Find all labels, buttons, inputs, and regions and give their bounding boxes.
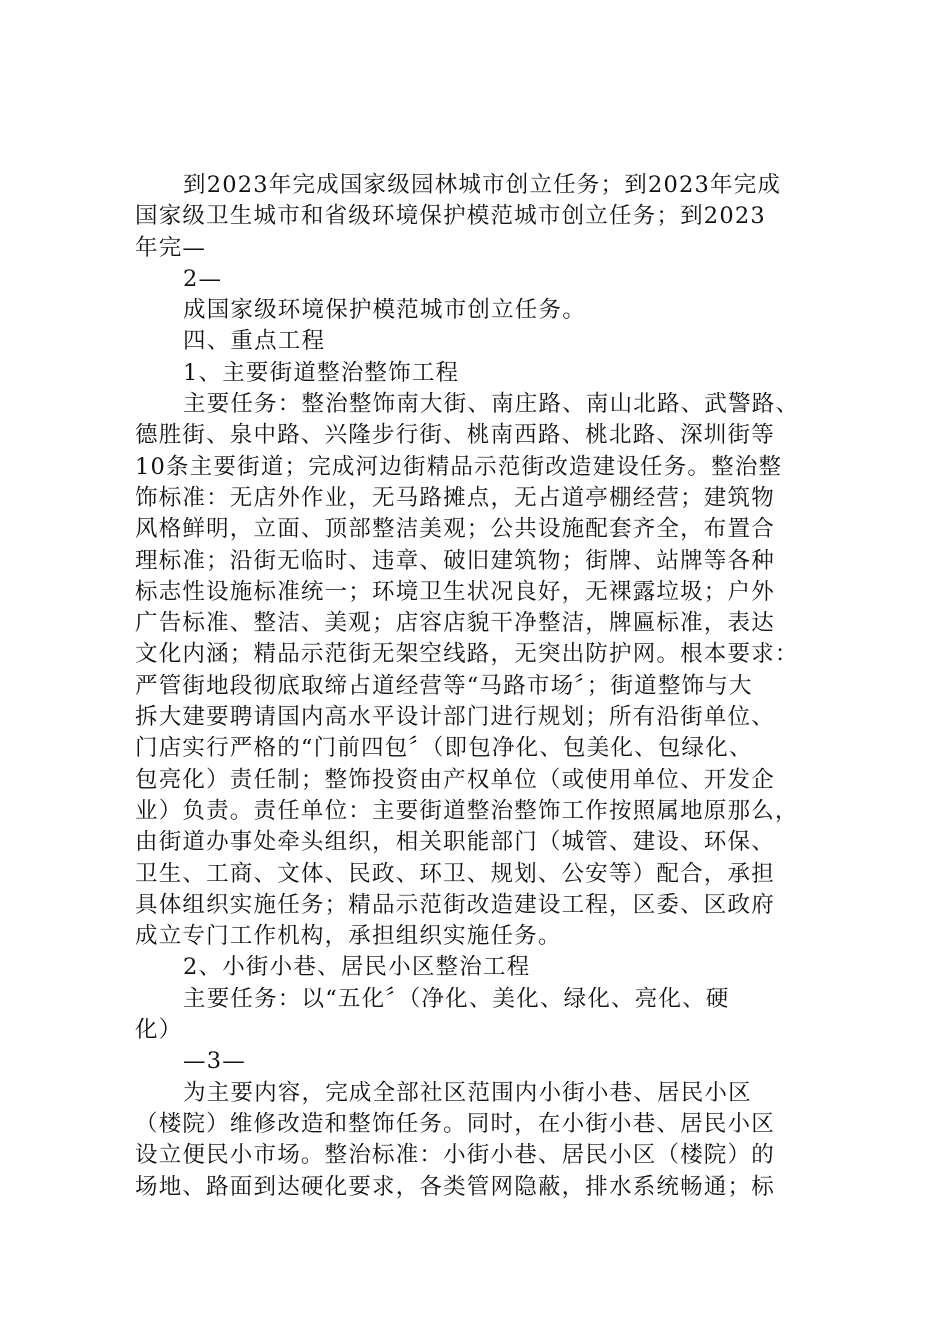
text-line: 到2023年完成国家级园林城市创立任务；到2023年完成 (183, 172, 782, 198)
document-body (135, 170, 835, 1203)
text-line: 理标准；沿街无临时、违章、破旧建筑物；街牌、站牌等各种 (135, 547, 775, 574)
text-line: 广告标准、整洁、美观；店容店貌干净整洁，牌匾标准，表达 (135, 610, 775, 637)
text-line: 风格鲜明，立面、顶部整洁美观；公共设施配套齐全，布置合 (135, 516, 775, 543)
text-line: 饰标准：无店外作业，无马路摊点，无占道亭棚经营；建筑物 (135, 484, 775, 511)
text-line: 主要任务：整治整饰南大街、南庄路、南山北路、武警路、 (183, 391, 800, 418)
text-line: 年完— (135, 234, 207, 261)
text-line: 设立便民小市场。整治标准：小街小巷、居民小区（楼院）的 (135, 1142, 775, 1169)
text-line: 门店实行严格的“门前四包〞（即包净化、包美化、包绿化、 (135, 735, 753, 762)
text-line: 为主要内容，完成全部社区范围内小街小巷、居民小区 (183, 1079, 752, 1106)
text-line: 德胜街、泉中路、兴隆步行街、桃南西路、桃北路、深圳街等 (135, 422, 775, 449)
text-line: （楼院）维修改造和整饰任务。同时，在小街小巷、居民小区 (135, 1110, 775, 1137)
text-line: 卫生、工商、文体、民政、环卫、规划、公安等）配合，承担 (135, 860, 775, 887)
text-line: 包亮化）责任制；整饰投资由产权单位（或使用单位、开发企 (135, 766, 775, 793)
text-line: 10条主要街道；完成河边街精品示范街改造建设任务。整治整 (135, 453, 783, 480)
text-line: 文化内涵；精品示范街无架空线路，无突出防护网。根本要求： (135, 641, 799, 668)
text-line: 成立专门工作机构，承担组织实施任务。 (135, 923, 562, 950)
text-line: 化） (135, 1017, 183, 1044)
text-line: 主要任务：以“五化〞（净化、美化、绿化、亮化、硬 (183, 985, 730, 1012)
text-line: 由街道办事处牵头组织，相关职能部门（城管、建设、环保、 (135, 829, 775, 856)
text-line: —3— (183, 1048, 246, 1075)
text-line: 四、重点工程 (183, 328, 326, 355)
text-line: 业）负责。责任单位：主要街道整治整饰工作按照属地原那么， (135, 797, 799, 824)
text-line: 1、主要街道整治整饰工程 (183, 359, 460, 386)
text-line: 标志性设施标准统一；环境卫生状况良好，无裸露垃圾；户外 (135, 578, 775, 605)
text-line: 2— (183, 265, 223, 292)
text-line: 国家级卫生城市和省级环境保护模范城市创立任务；到2023 (135, 203, 766, 230)
text-line: 成国家级环境保护模范城市创立任务。 (183, 297, 586, 324)
text-line: 具体组织实施任务；精品示范街改造建设工程，区委、区政府 (135, 891, 775, 918)
text-line: 严管街地段彻底取缔占道经营等“马路市场〞；街道整饰与大 (135, 672, 753, 699)
text-line: 2、小街小巷、居民小区整治工程 (183, 954, 531, 981)
text-line: 场地、路面到达硬化要求，各类管网隐蔽，排水系统畅通；标 (135, 1173, 775, 1200)
text-line: 拆大建要聘请国内高水平设计部门进行规划；所有沿街单位、 (135, 704, 775, 731)
